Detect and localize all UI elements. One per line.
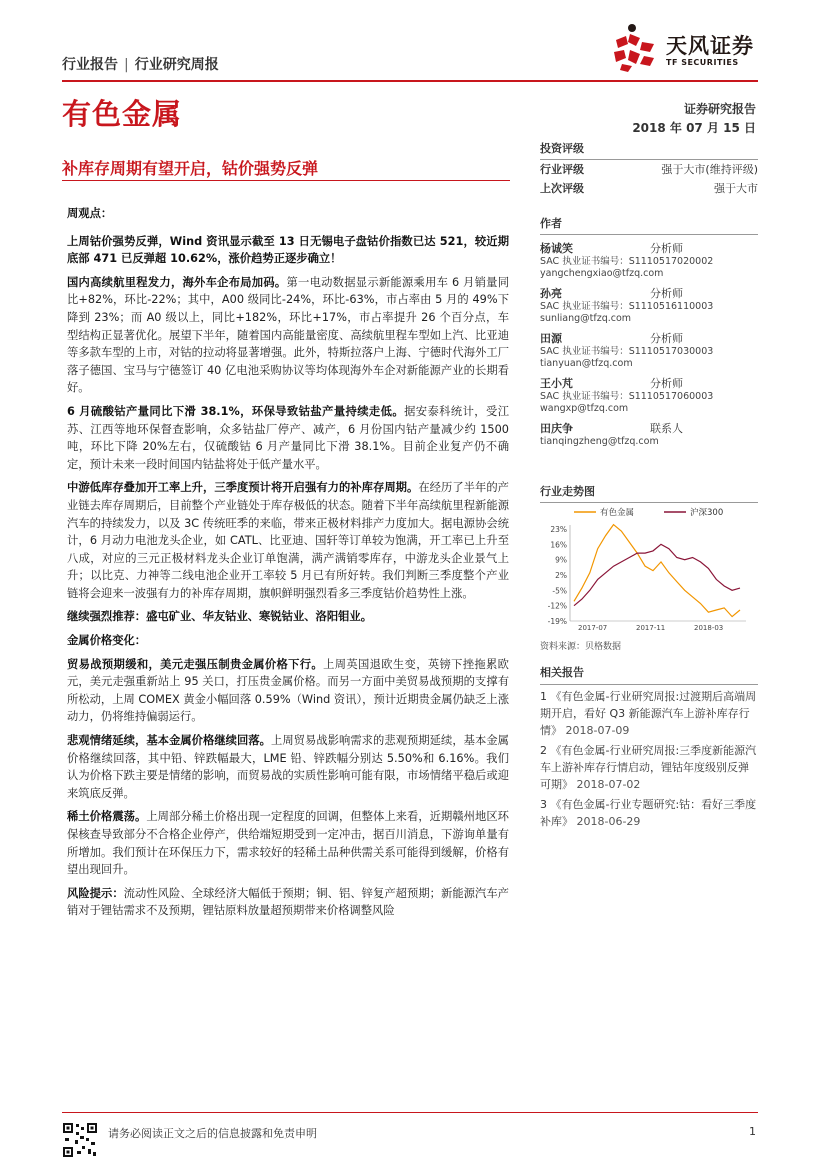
analyst-entry <box>540 376 758 415</box>
paragraph-rare-earth: 稀土价格震荡。上周部分稀土价格出现一定程度的回调，但整体上来看，近期赣州地区环保核查导致部分不合格企业停产，供给端短期受到一定冲击，据百川消息，下游询单量有所增加。我们预计在环保压力下，需求较好的轻稀土品种供需关系可能得到缓解，价格有望出现回升。 <box>67 810 509 877</box>
analyst-cert: SAC 执业证书编号：S1110516110003 <box>540 301 714 312</box>
rating-row: 上次评级 强于大市 <box>540 182 758 195</box>
analyst-entry <box>540 331 758 370</box>
analyst-email[interactable]: tianyuan@tfzq.com <box>540 358 633 369</box>
report-category <box>62 54 219 74</box>
x-tick-label: 2018-03 <box>694 624 724 632</box>
chart-source: 资料来源：贝格数据 <box>540 642 622 652</box>
analyst-name: 田源 <box>540 332 562 345</box>
analyst-email[interactable]: sunliang@tfzq.com <box>540 313 632 324</box>
x-tick-label: 2017-07 <box>578 624 608 632</box>
analyst-role: 联系人 <box>650 422 683 435</box>
paragraph-summary: 上周钴价强势反弹，Wind 资讯显示截至 13 日无锡电子盘钴价指数已达 521，较近期底部 471 已反弹超 10.62%，涨价趋势正逐步确立！ <box>67 234 509 266</box>
analyst-role: 分析师 <box>650 242 683 255</box>
rating-heading: 投资评级 <box>540 142 584 155</box>
related-report-date: 2018-07-09 <box>565 724 630 737</box>
analyst-entry <box>540 421 758 448</box>
authors-heading: 作者 <box>540 217 562 230</box>
analyst-email[interactable]: wangxp@tfzq.com <box>540 403 629 414</box>
y-tick-label: -5% <box>552 586 567 596</box>
footer-divider <box>62 1112 758 1113</box>
paragraph-recommendation: 继续强烈推荐：盛屯矿业、华友钴业、寒锐钴业、洛阳钼业。 <box>67 610 373 624</box>
related-report-date: 2018-07-02 <box>576 778 641 791</box>
analyst-cert: SAC 执业证书编号：S1110517030003 <box>540 346 714 357</box>
chart-heading: 行业走势图 <box>540 485 595 498</box>
y-tick-label: 9% <box>555 555 567 565</box>
related-reports-panel <box>540 664 758 830</box>
footer-disclaimer: 请务必阅读正文之后的信息披露和免责申明 <box>108 1127 317 1140</box>
analyst-entry <box>540 241 758 280</box>
authors-divider <box>540 234 758 235</box>
headline-divider <box>62 180 510 181</box>
analyst-email[interactable]: yangchengxiao@tfzq.com <box>540 268 664 279</box>
rating-row: 行业评级 强于大市(维持评级) <box>540 163 758 176</box>
analyst-name: 孙亮 <box>540 287 562 300</box>
related-report-title[interactable]: 3 《有色金属-行业专题研究:钴：看好三季度补库》 <box>540 798 757 828</box>
category-separator: | <box>124 57 129 73</box>
x-tick-label: 2017-11 <box>636 624 666 632</box>
paragraph-risk: 风险提示：流动性风险、全球经济大幅低于预期；铜、铝、锌复产超预期；新能源汽车产销对于锂钴需求不及预期，锂钴原料放量超预期带来价格调整风险 <box>67 886 509 918</box>
legend-label: 有色金属 <box>600 508 635 518</box>
analyst-entry <box>540 286 758 325</box>
related-report-item[interactable] <box>540 688 758 739</box>
related-divider <box>540 684 758 685</box>
report-date: 2018 年 07 月 15 日 <box>632 121 756 135</box>
paragraph-ev-sales: 国内高续航里程发力，海外车企布局加码。第一电动数据显示新能源乘用车 6 月销量同比+82%，环比-22%；其中，A00 级同比-24%，环比-63%，市占率由 5 月的 49%下降到 23%；而 A0 级以上，同比+182%，环比+17%，市占率提升 26 个百分点，车型结构正显著优化。展望下半年，随着国内高能量密度、高续航里程车型如上汽、比亚迪等多款车型的上市，对钴的拉动将显著增强。此外，特斯拉落户上海、宁德时代海外工厂落子德国、宝马与宁德签订 40 亿电池采购协议等均体现海外车企对新能源产业的长期看好。 <box>67 275 509 395</box>
analyst-role: 分析师 <box>650 287 683 300</box>
subcategory-label: 行业研究周报 <box>134 57 219 73</box>
series-line <box>574 544 740 605</box>
analyst-cert: SAC 执业证书编号：S1110517060003 <box>540 391 714 402</box>
report-type: 证券研究报告 <box>683 102 756 116</box>
qr-code-icon <box>62 1122 98 1158</box>
analyst-cert: SAC 执业证书编号：S1110517020002 <box>540 256 714 267</box>
related-heading: 相关报告 <box>540 666 584 679</box>
logo-chinese-name: 天风证券 <box>666 34 754 58</box>
y-tick-label: 23% <box>550 525 567 534</box>
related-report-title[interactable]: 1 《有色金属-行业研究周报:过渡期后高端周期开启，看好 Q3 新能源汽车上游补库存行情》 <box>540 690 757 737</box>
industry-trend-chart <box>540 503 758 633</box>
analyst-email[interactable]: tianqingzheng@tfzq.com <box>540 436 659 447</box>
paragraph-precious-metals: 贸易战预期缓和，美元走强压制贵金属价格下行。上周英国退欧生变，英镑下挫拖累欧元，美元走强重新站上 95 关口，打压贵金属价格。而另一方面中美贸易战预期的支撑有所松动，上周 COMEX 黄金小幅回落 0.59%（Wind 资讯），预计近期贵金属仍缺乏上涨动力，仍将维持偏弱运行。 <box>67 657 510 724</box>
intro-heading: 周观点： <box>67 207 113 220</box>
rating-panel <box>540 140 758 198</box>
analyst-name: 王小芃 <box>540 377 573 390</box>
related-report-date: 2018-06-29 <box>576 815 641 828</box>
paragraph-restock-cycle: 中游低库存叠加开工率上升，三季度预计将开启强有力的补库存周期。在经历了半年的产业链去库存周期后，目前整个产业链处于库存极低的状态。随着下半年高续航里程新能源汽车的持续发力，以及 3C 传统旺季的来临，带来正极材料排产力度加大。据电源协会统计，6 月动力电池龙头企业，如 CATL、比亚迪、国轩等订单较为饱满，开工率已上升至八成，对应的三元正极材料龙头企业订单饱满，满产满销零库存，中游龙头企业景气上升；以比克、力神等二线电池企业开工率较 5 月已有所好转。我们判断三季度整个产业链将会迎来一波强有力的补库存周期，旗帜鲜明强烈看多三季度钴价趋势性上涨。 <box>67 481 509 600</box>
report-body <box>67 205 509 926</box>
related-report-item[interactable] <box>540 796 758 830</box>
y-tick-label: -19% <box>547 617 567 626</box>
series-line <box>574 525 740 617</box>
analyst-name: 田庆争 <box>540 422 573 435</box>
legend-label: 沪深300 <box>690 508 724 518</box>
analyst-role: 分析师 <box>650 332 683 345</box>
header-divider <box>62 80 758 82</box>
analyst-name: 杨诚笑 <box>540 242 573 255</box>
y-tick-label: 16% <box>550 540 567 550</box>
industry-trend-panel <box>540 483 758 652</box>
category-label: 行业报告 <box>62 57 118 73</box>
y-tick-label: -12% <box>547 601 567 611</box>
section-metal-prices: 金属价格变化： <box>67 634 147 648</box>
industry-title: 有色金属 <box>62 97 183 131</box>
paragraph-cobalt-output: 6 月硫酸钴产量同比下滑 38.1%，环保导致钴盐产量持续走低。据安泰科统计，受江苏、江西等地环保督查影响，众多钴盐厂停产、减产，6 月份国内钴产量减少约 1500 吨，环比下降 20%左右，仅硫酸钴 6 月产量同比下滑 38.1%。目前企业复产仍不确定，预计未来一段时间国内钴盐将处于低产量水平。 <box>67 404 509 471</box>
related-report-item[interactable] <box>540 742 758 793</box>
related-report-title[interactable]: 2 《有色金属-行业研究周报:三季度新能源汽车上游补库存行情启动，锂钴年度级别反弹可期》 <box>540 744 757 791</box>
authors-panel <box>540 215 758 448</box>
y-tick-label: 2% <box>555 571 567 580</box>
page-number: 1 <box>749 1125 756 1138</box>
analyst-role: 分析师 <box>650 377 683 390</box>
logo-english-name: TF SECURITIES <box>666 58 739 67</box>
paragraph-base-metals: 悲观情绪延续，基本金属价格继续回落。上周贸易战影响需求的悲观预期延续，基本金属价格继续回落，其中铅、锌跌幅最大，LME 铅、锌跌幅分别达 5.50%和 6.16%。我们认为价格下跌主要是情绪的影响，而贸易战的实质性影响可能有限，市场情绪平稳后或迎来筑底反弹。 <box>67 734 509 800</box>
report-headline: 补库存周期有望开启，钴价强势反弹 <box>62 159 319 178</box>
